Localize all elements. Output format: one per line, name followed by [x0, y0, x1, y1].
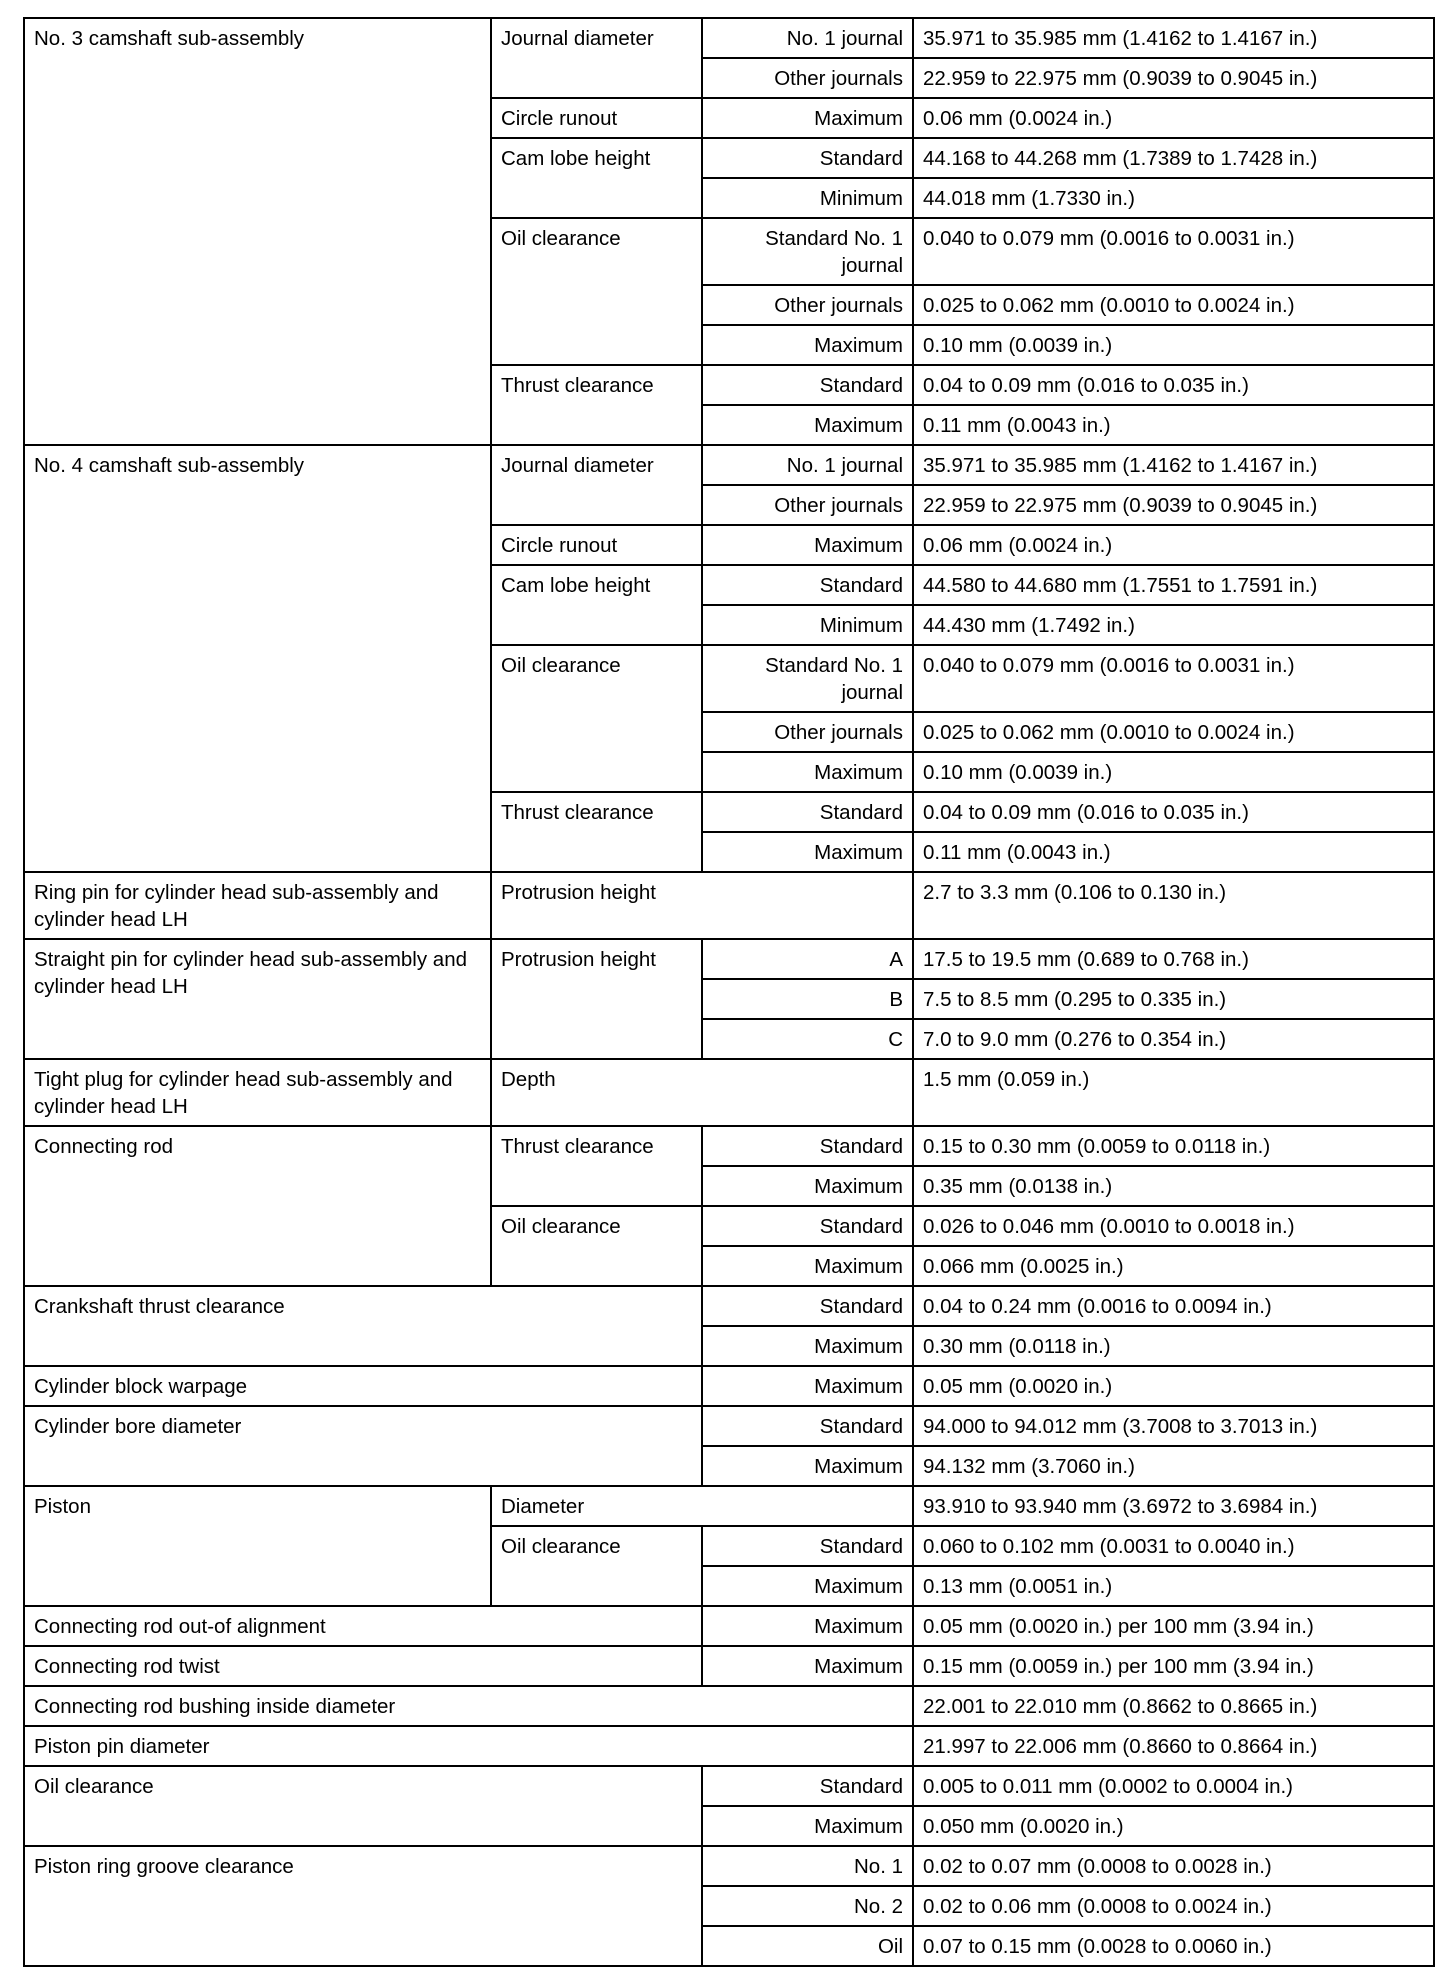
spec-value-cell: 22.959 to 22.975 mm (0.9039 to 0.9045 in.): [913, 485, 1434, 525]
condition-cell: Oil: [702, 1926, 913, 1966]
spec-value-cell: 0.04 to 0.24 mm (0.0016 to 0.0094 in.): [913, 1286, 1434, 1326]
sub-item-cell: Oil clearance: [491, 645, 702, 792]
condition-cell: Maximum: [702, 1566, 913, 1606]
spec-value-cell: 0.06 mm (0.0024 in.): [913, 525, 1434, 565]
spec-value-cell: 17.5 to 19.5 mm (0.689 to 0.768 in.): [913, 939, 1434, 979]
item-cell: Cylinder block warpage: [24, 1366, 702, 1406]
condition-cell: Standard: [702, 1406, 913, 1446]
condition-cell: Standard: [702, 792, 913, 832]
condition-cell: Maximum: [702, 1606, 913, 1646]
condition-cell: Standard: [702, 1286, 913, 1326]
sub-item-cell: Circle runout: [491, 525, 702, 565]
sub-item-cell: Diameter: [491, 1486, 913, 1526]
condition-cell: A: [702, 939, 913, 979]
spec-value-cell: 0.06 mm (0.0024 in.): [913, 98, 1434, 138]
spec-value-cell: 93.910 to 93.940 mm (3.6972 to 3.6984 in.): [913, 1486, 1434, 1526]
condition-cell: Maximum: [702, 98, 913, 138]
condition-cell: Standard: [702, 1526, 913, 1566]
sub-item-cell: Journal diameter: [491, 18, 702, 98]
item-cell: Piston ring groove clearance: [24, 1846, 702, 1966]
spec-value-cell: 0.066 mm (0.0025 in.): [913, 1246, 1434, 1286]
item-cell: Connecting rod bushing inside diameter: [24, 1686, 913, 1726]
spec-value-cell: 0.04 to 0.09 mm (0.016 to 0.035 in.): [913, 792, 1434, 832]
condition-cell: Other journals: [702, 485, 913, 525]
spec-value-cell: 0.15 mm (0.0059 in.) per 100 mm (3.94 in.): [913, 1646, 1434, 1686]
spec-value-cell: 7.0 to 9.0 mm (0.276 to 0.354 in.): [913, 1019, 1434, 1059]
item-cell: Straight pin for cylinder head sub-assembly and cylinder head LH: [24, 939, 491, 1059]
condition-cell: Standard: [702, 138, 913, 178]
item-cell: Piston pin diameter: [24, 1726, 913, 1766]
sub-item-cell: Protrusion height: [491, 872, 913, 939]
condition-cell: Maximum: [702, 405, 913, 445]
condition-cell: C: [702, 1019, 913, 1059]
spec-value-cell: 0.026 to 0.046 mm (0.0010 to 0.0018 in.): [913, 1206, 1434, 1246]
condition-cell: Maximum: [702, 1246, 913, 1286]
sub-item-cell: Oil clearance: [491, 1206, 702, 1286]
specification-table: [23, 17, 1435, 1967]
spec-value-cell: 0.02 to 0.07 mm (0.0008 to 0.0028 in.): [913, 1846, 1434, 1886]
spec-value-cell: 0.040 to 0.079 mm (0.0016 to 0.0031 in.): [913, 218, 1434, 285]
spec-value-cell: 0.13 mm (0.0051 in.): [913, 1566, 1434, 1606]
condition-cell: No. 2: [702, 1886, 913, 1926]
spec-value-cell: 44.018 mm (1.7330 in.): [913, 178, 1434, 218]
sub-item-cell: Depth: [491, 1059, 913, 1126]
spec-value-cell: 0.10 mm (0.0039 in.): [913, 752, 1434, 792]
condition-cell: Other journals: [702, 58, 913, 98]
condition-cell: Maximum: [702, 1326, 913, 1366]
spec-value-cell: 22.001 to 22.010 mm (0.8662 to 0.8665 in.): [913, 1686, 1434, 1726]
spec-value-cell: 0.025 to 0.062 mm (0.0010 to 0.0024 in.): [913, 712, 1434, 752]
spec-value-cell: 0.005 to 0.011 mm (0.0002 to 0.0004 in.): [913, 1766, 1434, 1806]
item-cell: Ring pin for cylinder head sub-assembly and cylinder head LH: [24, 872, 491, 939]
item-cell: Crankshaft thrust clearance: [24, 1286, 702, 1366]
condition-cell: Standard: [702, 1126, 913, 1166]
item-cell: No. 3 camshaft sub-assembly: [24, 18, 491, 445]
sub-item-cell: Oil clearance: [491, 218, 702, 365]
spec-value-cell: 0.060 to 0.102 mm (0.0031 to 0.0040 in.): [913, 1526, 1434, 1566]
condition-cell: Maximum: [702, 325, 913, 365]
spec-value-cell: 0.11 mm (0.0043 in.): [913, 832, 1434, 872]
condition-cell: Maximum: [702, 1166, 913, 1206]
item-cell: Cylinder bore diameter: [24, 1406, 702, 1486]
spec-value-cell: 0.11 mm (0.0043 in.): [913, 405, 1434, 445]
spec-value-cell: 0.025 to 0.062 mm (0.0010 to 0.0024 in.): [913, 285, 1434, 325]
item-cell: Connecting rod twist: [24, 1646, 702, 1686]
spec-value-cell: 0.30 mm (0.0118 in.): [913, 1326, 1434, 1366]
spec-value-cell: 44.168 to 44.268 mm (1.7389 to 1.7428 in.): [913, 138, 1434, 178]
spec-value-cell: 0.10 mm (0.0039 in.): [913, 325, 1434, 365]
spec-value-cell: 35.971 to 35.985 mm (1.4162 to 1.4167 in.): [913, 18, 1434, 58]
condition-cell: Standard No. 1 journal: [702, 218, 913, 285]
condition-cell: Other journals: [702, 285, 913, 325]
condition-cell: Standard: [702, 1766, 913, 1806]
spec-value-cell: 0.040 to 0.079 mm (0.0016 to 0.0031 in.): [913, 645, 1434, 712]
condition-cell: No. 1: [702, 1846, 913, 1886]
spec-value-cell: 44.580 to 44.680 mm (1.7551 to 1.7591 in.): [913, 565, 1434, 605]
sub-item-cell: Thrust clearance: [491, 365, 702, 445]
spec-value-cell: 0.02 to 0.06 mm (0.0008 to 0.0024 in.): [913, 1886, 1434, 1926]
condition-cell: Minimum: [702, 605, 913, 645]
spec-value-cell: 0.04 to 0.09 mm (0.016 to 0.035 in.): [913, 365, 1434, 405]
spec-value-cell: 94.132 mm (3.7060 in.): [913, 1446, 1434, 1486]
condition-cell: B: [702, 979, 913, 1019]
spec-value-cell: 0.050 mm (0.0020 in.): [913, 1806, 1434, 1846]
condition-cell: Standard No. 1 journal: [702, 645, 913, 712]
sub-item-cell: Protrusion height: [491, 939, 702, 1059]
sub-item-cell: Thrust clearance: [491, 792, 702, 872]
sub-item-cell: Journal diameter: [491, 445, 702, 525]
spec-value-cell: 21.997 to 22.006 mm (0.8660 to 0.8664 in.): [913, 1726, 1434, 1766]
spec-value-cell: 94.000 to 94.012 mm (3.7008 to 3.7013 in.): [913, 1406, 1434, 1446]
item-cell: Piston: [24, 1486, 491, 1606]
condition-cell: Maximum: [702, 525, 913, 565]
condition-cell: Maximum: [702, 1446, 913, 1486]
spec-value-cell: 44.430 mm (1.7492 in.): [913, 605, 1434, 645]
spec-value-cell: 7.5 to 8.5 mm (0.295 to 0.335 in.): [913, 979, 1434, 1019]
condition-cell: Maximum: [702, 1806, 913, 1846]
condition-cell: Standard: [702, 365, 913, 405]
condition-cell: Minimum: [702, 178, 913, 218]
condition-cell: Other journals: [702, 712, 913, 752]
sub-item-cell: Circle runout: [491, 98, 702, 138]
spec-value-cell: 0.07 to 0.15 mm (0.0028 to 0.0060 in.): [913, 1926, 1434, 1966]
item-cell: Connecting rod out-of alignment: [24, 1606, 702, 1646]
condition-cell: Maximum: [702, 832, 913, 872]
spec-value-cell: 1.5 mm (0.059 in.): [913, 1059, 1434, 1126]
sub-item-cell: Oil clearance: [491, 1526, 702, 1606]
condition-cell: Maximum: [702, 1646, 913, 1686]
condition-cell: Standard: [702, 565, 913, 605]
spec-value-cell: 22.959 to 22.975 mm (0.9039 to 0.9045 in.): [913, 58, 1434, 98]
spec-value-cell: 0.05 mm (0.0020 in.) per 100 mm (3.94 in.): [913, 1606, 1434, 1646]
condition-cell: Standard: [702, 1206, 913, 1246]
item-cell: Connecting rod: [24, 1126, 491, 1286]
condition-cell: No. 1 journal: [702, 18, 913, 58]
condition-cell: Maximum: [702, 1366, 913, 1406]
condition-cell: Maximum: [702, 752, 913, 792]
sub-item-cell: Cam lobe height: [491, 138, 702, 218]
spec-value-cell: 0.15 to 0.30 mm (0.0059 to 0.0118 in.): [913, 1126, 1434, 1166]
sub-item-cell: Thrust clearance: [491, 1126, 702, 1206]
item-cell: No. 4 camshaft sub-assembly: [24, 445, 491, 872]
item-cell: Tight plug for cylinder head sub-assembly and cylinder head LH: [24, 1059, 491, 1126]
spec-value-cell: 0.35 mm (0.0138 in.): [913, 1166, 1434, 1206]
sub-item-cell: Cam lobe height: [491, 565, 702, 645]
spec-value-cell: 2.7 to 3.3 mm (0.106 to 0.130 in.): [913, 872, 1434, 939]
spec-value-cell: 35.971 to 35.985 mm (1.4162 to 1.4167 in.): [913, 445, 1434, 485]
spec-value-cell: 0.05 mm (0.0020 in.): [913, 1366, 1434, 1406]
condition-cell: No. 1 journal: [702, 445, 913, 485]
item-cell: Oil clearance: [24, 1766, 702, 1846]
